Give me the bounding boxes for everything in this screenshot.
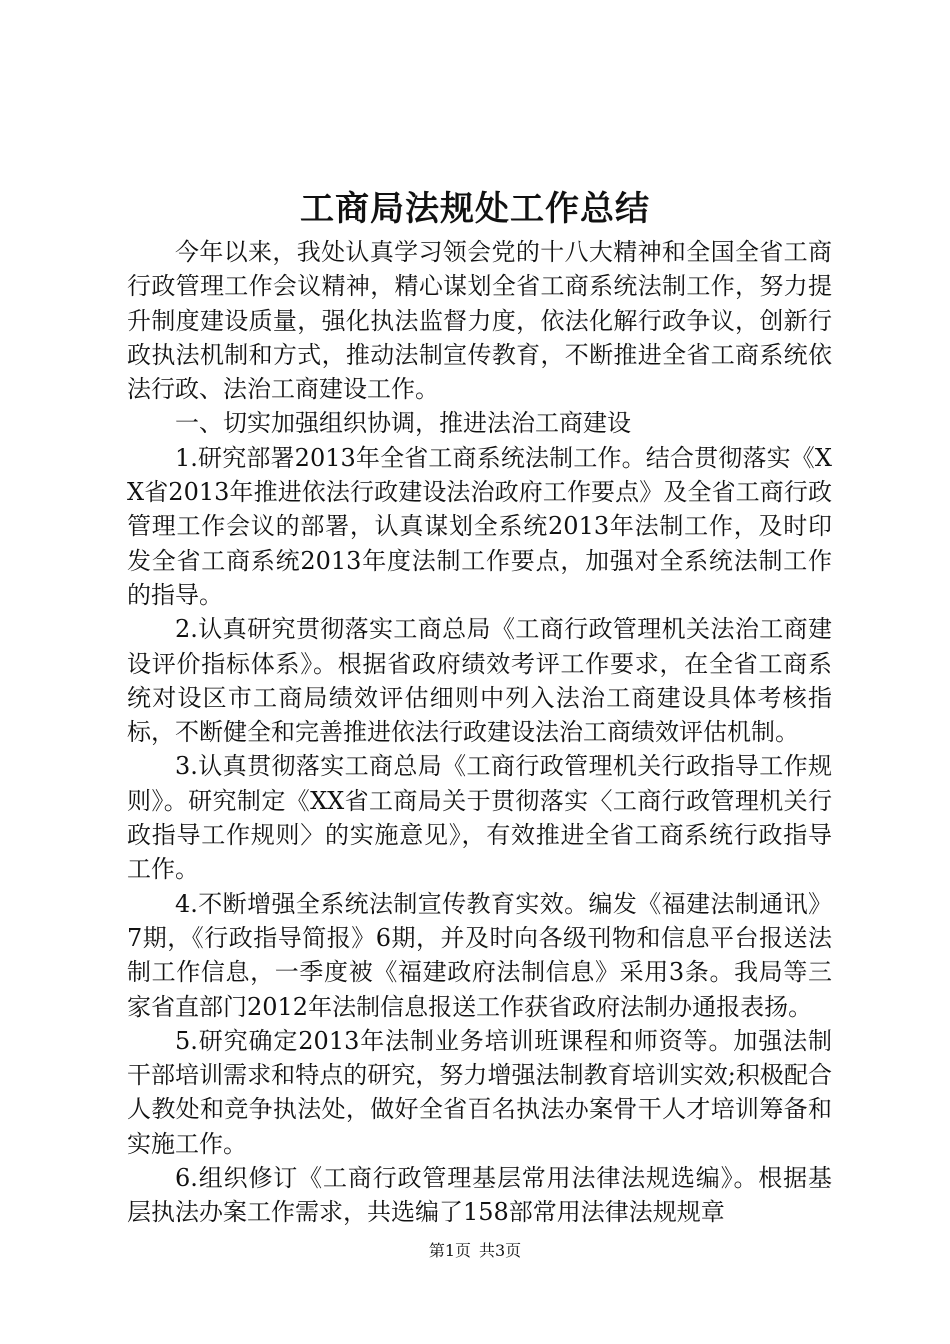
paragraph-item-1: 1.研究部署2013年全省工商系统法制工作。结合贯彻落实《XX省2013年推进依法行政建设法治政府工作要点》及全省工商行政管理工作会议的部署，认真谋划全系统2013年法制工作，及时印发全省工商系统2013年度法制工作要点，加强对全系统法制工作的指导。 <box>127 443 832 609</box>
paragraph-item-6: 6.组织修订《工商行政管理基层常用法律法规选编》。根据基层执法办案工作需求，共选编了158部常用法律法规规章 <box>127 1164 832 1227</box>
document-body <box>127 235 832 1230</box>
paragraph-intro: 今年以来，我处认真学习领会党的十八大精神和全国全省工商行政管理工作会议精神，精心谋划全省工商系统法制工作，努力提升制度建设质量，强化执法监督力度，依法化解行政争议，创新行政执法机制和方式，推动法制宣传教育，不断推进全省工商系统依法行政、法治工商建设工作。 <box>127 238 832 404</box>
paragraph-item-5: 5.研究确定2013年法制业务培训班课程和师资等。加强法制干部培训需求和特点的研究，努力增强法制教育培训实效;积极配合人教处和竞争执法处，做好全省百名执法办案骨干人才培训筹备和实施工作。 <box>127 1026 832 1158</box>
paragraph-item-3: 3.认真贯彻落实工商总局《工商行政管理机关行政指导工作规则》。研究制定《XX省工商局关于贯彻落实〈工商行政管理机关行政指导工作规则〉的实施意见》，有效推进全省工商系统行政指导工作。 <box>127 752 832 884</box>
section-heading: 一、切实加强组织协调，推进法治工商建设 <box>175 409 631 438</box>
paragraph-item-2: 2.认真研究贯彻落实工商总局《工商行政管理机关法治工商建设评价指标体系》。根据省政府绩效考评工作要求，在全省工商系统对设区市工商局绩效评估细则中列入法治工商建设具体考核指标，不断健全和完善推进依法行政建设法治工商绩效评估机制。 <box>127 615 832 747</box>
page-footer <box>0 1240 950 1262</box>
document-title: 工商局法规处工作总结 <box>300 189 650 229</box>
paragraph-item-4: 4.不断增强全系统法制宣传教育实效。编发《福建法制通讯》7期，《行政指导简报》6期，并及时向各级刊物和信息平台报送法制工作信息，一季度被《福建政府法制信息》采用3条。我局等三家省直部门2012年法制信息报送工作获省政府法制办通报表扬。 <box>127 889 832 1021</box>
page-total: 共3页 <box>479 1241 522 1260</box>
page-number: 第1页 <box>428 1241 471 1260</box>
